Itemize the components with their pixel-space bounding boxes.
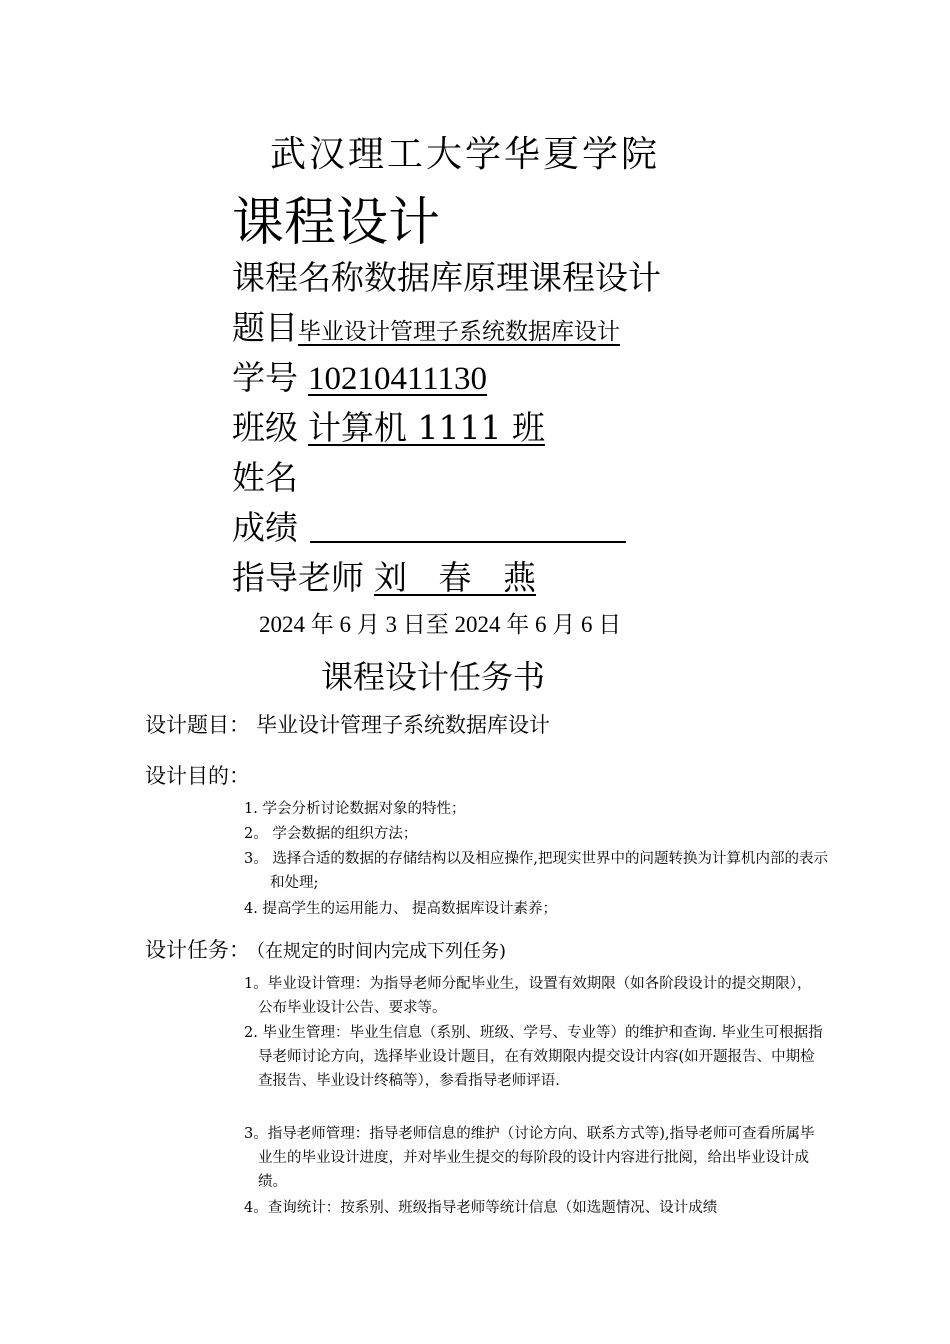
course-name-row xyxy=(232,252,661,299)
advisor-label: 指导老师 xyxy=(232,558,364,597)
topic-label: 题目 xyxy=(232,308,298,347)
course-name-value: 数据库原理课程设计 xyxy=(364,258,661,297)
task-book-title: 课程设计任务书 xyxy=(321,658,546,696)
score-label: 成绩 xyxy=(232,508,298,547)
student-id-row xyxy=(232,352,487,399)
advisor-row xyxy=(232,552,536,599)
topic-value: 毕业设计管理子系统数据库设计 xyxy=(298,319,620,345)
design-tasks-note: （在规定的时间内完成下列任务) xyxy=(256,941,507,962)
topic-row xyxy=(232,302,620,349)
purpose-item-4: 4. 提高学生的运用能力、 提高数据库设计素养； xyxy=(244,901,558,917)
purpose-item-1: 1. 学会分析讨论数据对象的特性； xyxy=(244,801,466,817)
course-name-label: 课程名称 xyxy=(232,258,364,297)
document-title: 课程设计 xyxy=(232,193,441,253)
date-range: 2024 年 6 月 3 日至 2024 年 6 月 6 日 xyxy=(259,612,622,637)
student-id-label: 学号 xyxy=(232,358,298,397)
design-purpose-heading: 设计目的： xyxy=(145,764,250,788)
class-row xyxy=(232,402,545,449)
name-label: 姓名 xyxy=(232,458,298,497)
design-tasks-row xyxy=(145,934,506,964)
name-row xyxy=(232,452,298,499)
design-tasks-label: 设计任务： xyxy=(145,938,250,962)
school-name: 武汉理工大学华夏学院 xyxy=(270,134,661,175)
advisor-value: 刘 春 燕 xyxy=(374,558,536,597)
task-item-3: 3。指导老师管理：指导老师信息的维护（讨论方向、联系方式等),指导老师可查看所属毕业生的毕业设计进度，并对毕业生提交的每阶段的设计内容进行批阅，给出毕业设计成绩。 xyxy=(244,1126,815,1190)
class-value: 计算机 1111 班 xyxy=(308,408,545,447)
score-row xyxy=(232,502,626,549)
design-topic-label: 设计题目： xyxy=(145,713,250,737)
class-label: 班级 xyxy=(232,408,298,447)
student-id-value: 10210411130 xyxy=(308,361,488,397)
purpose-item-3: 3。 选择合适的数据的存储结构以及相应操作,把现实世界中的问题转换为计算机内部的表示和处理; xyxy=(244,851,828,891)
task-item-1: 1。毕业设计管理：为指导老师分配毕业生，设置有效期限（如各阶段设计的提交期限），公布毕业设计公告、要求等。 xyxy=(244,976,812,1016)
design-topic-value: 毕业设计管理子系统数据库设计 xyxy=(256,713,550,737)
score-blank-line xyxy=(310,513,626,543)
task-item-2: 2. 毕业生管理：毕业生信息（系别、班级、学号、专业等）的维护和查询. 毕业生可根据指导老师讨论方向，选择毕业设计题目，在有效期限内提交设计内容(如开题报告、中期检查报告、毕业设计终稿等），参看指导老师评语. xyxy=(244,1025,823,1089)
purpose-item-2: 2。 学会数据的组织方法； xyxy=(244,826,418,842)
design-topic-row xyxy=(145,709,550,739)
task-item-4: 4。查询统计：按系别、班级指导老师等统计信息（如选题情况、设计成绩 xyxy=(244,1200,718,1216)
